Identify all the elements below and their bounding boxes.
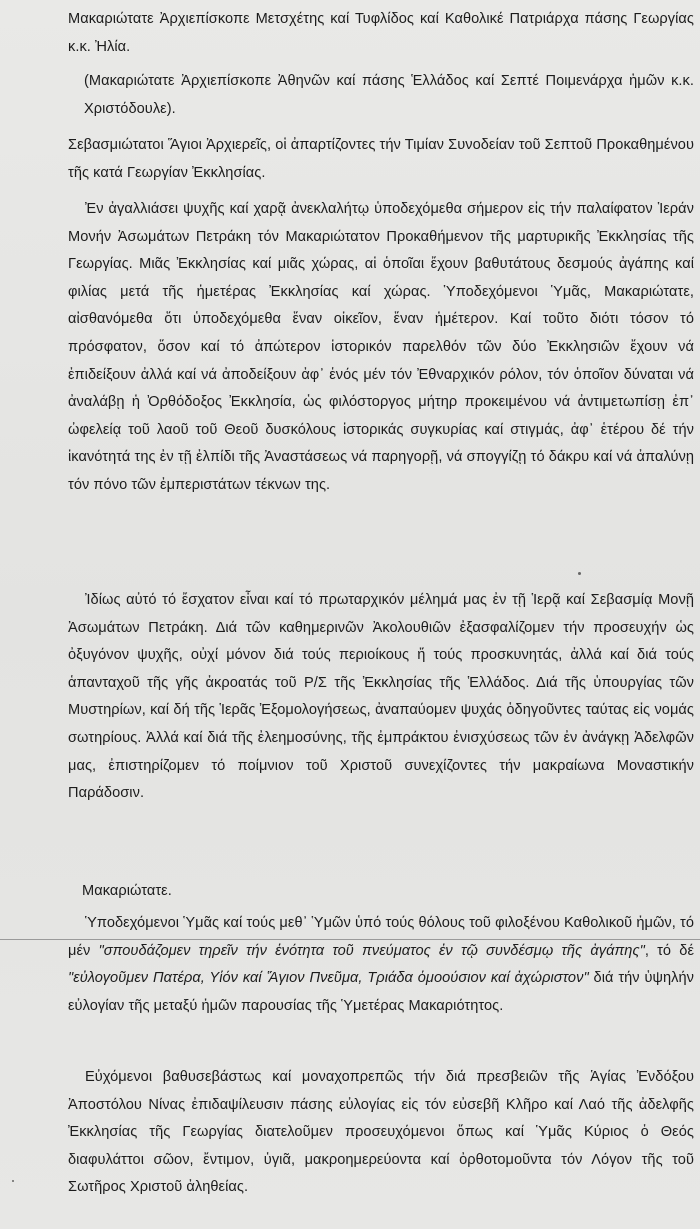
paragraph-welcome: Ἐν ἀγαλλιάσει ψυχῆς καί χαρᾷ ἀνεκλαλήτῳ ὑποδεχόμεθα σήμερον εἰς τήν παλαίφατον Ἱεράν Μονήν Ἀσωμάτων Πετράκη τόν Μακαριώτατον Προκαθήμενον τῆς μαρτυρικῆς Ἐκκλησίας τῆς Γεωργίας. Μιᾶς Ἐκκλησίας καί μιᾶς χώρας, αἱ ὁποῖαι ἔχουν βαθυτάτους δεσμούς ἀγάπης καί φιλίας μετά τῆς ἡμετέρας Ἐκκλησίας καί χώρας. Ὑποδεχόμενοι Ὑμᾶς, Μακαριώτατε, αἰσθανόμεθα ὅτι ὑποδεχόμεθα ἕναν οἰκεῖον, ἕναν ἡμέτερον. Καί τοῦτο διότι τόσον τό πρόσφατον, ὅσον καί τό ἀπώτερον ἱστορικόν παρελθόν τῶν δύο Ἐκκλησιῶν ἔχουν νά ἐπιδείξουν ἀλλά καί νά ἀποδείξουν ἀφ᾽ ἑνός μέν τόν Ἐθναρχικόν ρόλον, τόν ὁποῖον δύναται νά ἀναλάβῃ ἡ Ὀρθόδοξος Ἐκκλησία, ὡς φιλόστοργος μήτηρ προκειμένου νά ἀντιμετωπίσῃ ἐπ᾽ ὠφελείᾳ τοῦ λαοῦ τοῦ Θεοῦ δυσκόλους ἱστορικάς συγκυρίας καί στιγμάς, ἀφ᾽ ἑτέρου δέ τήν ἱκανότητά της ἐν τῇ ἐλπίδι τῆς Ἀναστάσεως νά παρηγορῇ, νά σπογγίζῃ τό δάκρυ καί νά ἀπαλύνῃ τόν πόνο τῶν ἐμπεριστάτων τέκνων της. (68, 201, 694, 493)
scan-speck (12, 1180, 14, 1182)
salutation: Μακαριώτατε. (82, 883, 172, 899)
scan-speck (578, 572, 581, 575)
quote-trinity: "εὐλογοῦμεν Πατέρα, Υἱόν καί Ἅγιον Πνεῦμα, Τριάδα ὁμοούσιον καί ἀχώριστον" (68, 970, 589, 987)
quote-unity: "σπουδάζομεν τηρεῖν τήν ἑνότητα τοῦ πνεύματος ἐν τῷ συνδέσμῳ τῆς ἀγάπης" (98, 942, 645, 959)
address-patriarch-georgia: Μακαριώτατε Ἀρχιεπίσκοπε Μετσχέτης καί Τυφλίδος καί Καθολικέ Πατριάρχα πάσης Γεωργίας κ.κ. Ἠλία. (68, 11, 694, 55)
paragraph-closing-prayer: Εὐχόμενοι βαθυσεβάστως καί μοναχοπρεπῶς τήν διά πρεσβειῶν τῆς Ἁγίας Ἐνδόξου Ἀποστόλου Νίνας ἐπιδαψίλευσιν πάσης εὐλογίας εἰς τόν εὐσεβῆ Κλῆρο καί Λαό τῆς ἀδελφῆς Ἐκκλησίας τῆς Γεωργίας διατελοῦμεν προσευχόμενοι ὅπως καί Ὑμᾶς Κύριος ὁ Θεός διαφυλάττοι σῶον, ἔντιμον, ὑγιᾶ, μακροημερεύοντα καί ὀρθοτομοῦντα τόν Λόγον τῆς τοῦ Σωτῆρος Χριστοῦ ἀληθείας. (68, 1069, 694, 1196)
reception-text-c: διά τήν ὑψηλήν εὐλογίαν τῆς μεταξύ ἡμῶν παρουσίας τῆς Ὑμετέρας Μακαριότητος. (68, 970, 695, 1014)
scan-fold-line (0, 939, 700, 940)
paragraph-reception (68, 910, 694, 1020)
address-hierarchs: Σεβασμιώτατοι Ἅγιοι Ἀρχιερεῖς, οἱ ἀπαρτίζοντες τήν Τιμίαν Συνοδείαν τοῦ Σεπτοῦ Προκαθημένου τῆς κατά Γεωργίαν Ἐκκλησίας. (68, 137, 694, 181)
reception-text-b: , τό δέ (644, 942, 695, 959)
reception-text-a: Ὑποδεχόμενοι Ὑμᾶς καί τούς μεθ᾽ Ὑμῶν ὑπό τούς θόλους τοῦ φιλοξένου Καθολικοῦ ἡμῶν, τό μέν (68, 915, 694, 959)
address-archbishop-athens: (Μακαριώτατε Ἀρχιεπίσκοπε Ἀθηνῶν καί πάσης Ἑλλάδος καί Σεπτέ Ποιμενάρχα ἡμῶν κ.κ. Χριστόδουλε). (84, 73, 694, 117)
paragraph-monastery-mission: Ἰδίως αὐτό τό ἔσχατον εἶναι καί τό πρωταρχικόν μέλημά μας ἐν τῇ Ἱερᾷ καί Σεβασμίᾳ Μονῇ Ἀσωμάτων Πετράκη. Διά τῶν καθημερινῶν Ἀκολουθιῶν ἐξασφαλίζομεν τήν προσευχήν ὡς ὀξυγόνον ψυχῆς, οὐχί μόνον διά τούς περιοίκους ἤ τούς προσκυνητάς, ἀλλά καί διά τούς ἁπανταχοῦ τῆς γῆς ἀκροατάς τοῦ Ρ/Σ τῆς Ἐκκλησίας τῆς Ἑλλάδος. Διά τῆς ὑπουργίας τῶν Μυστηρίων, καί δή τῆς Ἱερᾶς Ἐξομολογήσεως, ἀναπαύομεν ψυχάς ὁδηγοῦντες ταύτας εἰς νομάς σωτηρίους. Ἀλλά καί διά τῆς ἐλεημοσύνης, τῆς ἐμπράκτου ἐνισχύσεως τῶν ἐν ἀνάγκῃ Ἀδελφῶν μας, ἐπιστηρίζομεν τό ποίμνιον τοῦ Χριστοῦ συνεχίζοντες τήν μακραίωνα Μοναστικήν Παράδοσιν. (68, 592, 694, 802)
